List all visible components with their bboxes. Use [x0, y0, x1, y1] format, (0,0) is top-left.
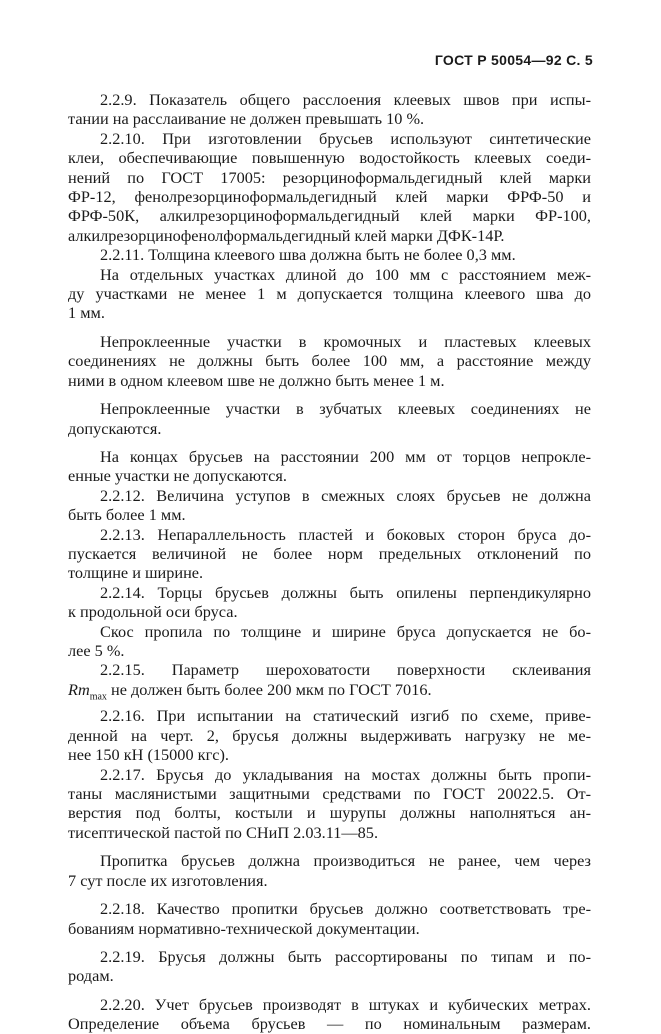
text-line — [68, 745, 591, 764]
text-line — [68, 660, 591, 679]
text-line — [68, 447, 591, 466]
line-text: 2.2.15. Параметр шероховатости поверхности склеивания — [100, 660, 591, 680]
line-text: бованиям нормативно-технической документации. — [68, 918, 420, 938]
text-line — [68, 206, 591, 225]
text-line — [68, 765, 591, 784]
line-text: 2.2.11. Толщина клеевого шва должна быть не более 0,3 мм. — [100, 245, 516, 265]
line-text: нений по ГОСТ 17005: резорциноформальдегидный клей марки — [68, 167, 591, 187]
document-body — [68, 90, 591, 1034]
line-text: 7 сут после их изготовления. — [68, 870, 268, 890]
text-line — [68, 148, 591, 167]
line-text: лее 5 %. — [68, 640, 125, 660]
paragraph — [68, 706, 591, 764]
paragraph — [68, 90, 591, 129]
paragraph — [68, 399, 591, 438]
text-line — [68, 168, 591, 187]
text-line — [68, 265, 591, 284]
paragraph — [68, 486, 591, 525]
line-text: ФР-12, фенолрезорциноформальдегидный клей марки ФРФ-50 и — [68, 187, 591, 207]
line-text: допускаются. — [68, 418, 162, 438]
line-text: 2.2.9. Показатель общего расслоения клеевых швов при испы- — [100, 90, 591, 109]
paragraph — [68, 899, 591, 938]
text-line — [68, 563, 591, 582]
text-line — [68, 371, 591, 390]
line-text: денной на черт. 2, брусья должны выдерживать нагрузку не ме- — [68, 725, 591, 745]
line-text: 2.2.17. Брусья до укладывания на мостах должны быть пропи- — [100, 764, 591, 784]
line-text: Пропитка брусьев должна производиться не ранее, чем через — [100, 851, 591, 871]
line-text: клеи, обеспечивающие повышенную водостойкость клеевых соеди- — [68, 148, 591, 168]
page-header: ГОСТ Р 50054—92 С. 5 — [434, 52, 593, 68]
line-text: к продольной оси бруса. — [68, 602, 238, 622]
paragraph — [68, 332, 591, 390]
text-line — [68, 1014, 591, 1033]
line-text: Непроклеенные участки в кромочных и пластевых клеевых — [100, 331, 591, 351]
text-line — [68, 129, 591, 148]
text-line — [68, 784, 591, 803]
line-text: енные участки не допускаются. — [68, 466, 287, 486]
line-text: пускается величиной не более норм предельных отклонений по — [68, 543, 591, 563]
line-text: родам. — [68, 966, 114, 986]
line-text: соединениях не должны быть более 100 мм, а расстояние между — [68, 351, 591, 371]
line-text: тании на расслаивание не должен превышать 10 %. — [68, 109, 425, 129]
text-line — [68, 284, 591, 303]
line-text: 2.2.19. Брусья должны быть рассортированы по типам и по- — [100, 946, 591, 966]
line-text: верстия под болты, костыли и шурупы должны наполняться ан- — [68, 803, 591, 823]
subscript: max — [89, 691, 107, 703]
paragraph — [68, 525, 591, 583]
text-line — [68, 505, 591, 524]
line-text: На отдельных участках длиной до 100 мм с расстоянием меж- — [100, 264, 591, 284]
paragraph — [68, 851, 591, 890]
line-text: быть более 1 мм. — [68, 505, 186, 525]
text-line — [68, 706, 591, 725]
text-line — [68, 803, 591, 822]
paragraph — [68, 245, 591, 264]
text-line — [68, 966, 591, 985]
paragraph — [68, 447, 591, 486]
text-line — [68, 486, 591, 505]
line-text: толщине и ширине. — [68, 563, 204, 583]
text-line — [68, 995, 591, 1014]
text-line — [68, 544, 591, 563]
line-text: Непроклеенные участки в зубчатых клеевых соединениях не — [100, 399, 591, 419]
line-text: 2.2.13. Непараллельность пластей и боковых сторон бруса до- — [100, 524, 591, 544]
text-line — [68, 622, 591, 641]
paragraph — [68, 622, 591, 661]
line-text: ФРФ-50К, алкилрезорциноформальдегидный клей марки ФР-100, — [68, 206, 591, 226]
line-text: Определение объема брусьев — по номинальным размерам. — [68, 1014, 591, 1034]
text-line — [68, 680, 591, 707]
line-text: 2.2.14. Торцы брусьев должны быть опилены перпендикулярно — [100, 582, 591, 602]
paragraph — [68, 947, 591, 986]
text-line — [68, 641, 591, 660]
line-text: ду участками не менее 1 м допускается толщина клеевого шва до — [68, 284, 591, 304]
text-line — [68, 109, 591, 128]
line-text: Скос пропила по толщине и ширине бруса допускается не бо- — [100, 621, 591, 641]
line-text: тисептической пастой по СНиП 2.03.11—85. — [68, 822, 379, 842]
text-line — [68, 919, 591, 938]
text-line — [68, 187, 591, 206]
text-line — [68, 871, 591, 890]
text-line — [68, 303, 591, 322]
text-line — [68, 602, 591, 621]
text-line — [68, 245, 591, 264]
text-line — [68, 583, 591, 602]
text-line — [68, 351, 591, 370]
line-text: нее 150 кН (15000 кгс). — [68, 745, 229, 765]
text-line — [68, 419, 591, 438]
paragraph — [68, 660, 591, 706]
line-text-rest: не должен быть более 200 мкм по ГОСТ 7016. — [106, 679, 432, 699]
paragraph — [68, 995, 591, 1034]
line-text: 2.2.16. При испытании на статический изгиб по схеме, приве- — [100, 706, 591, 726]
line-text: алкилрезорцинофенолформальдегидный клей марки ДФК-14Р. — [68, 225, 505, 245]
text-line — [68, 399, 591, 418]
line-text: ними в одном клеевом шве не должно быть менее 1 м. — [68, 370, 445, 390]
text-line — [68, 525, 591, 544]
text-line — [68, 332, 591, 351]
text-line — [68, 90, 591, 109]
line-text: 2.2.20. Учет брусьев производят в штуках и кубических метрах. — [100, 994, 591, 1014]
line-text: Rm — [68, 679, 90, 699]
text-line — [68, 899, 591, 918]
text-line — [68, 726, 591, 745]
paragraph — [68, 583, 591, 622]
text-line — [68, 823, 591, 842]
line-text: 1 мм. — [68, 303, 105, 323]
paragraph — [68, 129, 591, 245]
line-text: 2.2.10. При изготовлении брусьев используют синтетические — [100, 128, 591, 148]
line-text: 2.2.12. Величина уступов в смежных слоях брусьев не должна — [100, 485, 591, 505]
text-line — [68, 226, 591, 245]
paragraph — [68, 765, 591, 843]
line-text: 2.2.18. Качество пропитки брусьев должно соответствовать тре- — [100, 899, 591, 919]
text-line — [68, 466, 591, 485]
text-line — [68, 851, 591, 870]
line-text: таны маслянистыми защитными средствами по ГОСТ 20022.5. От- — [68, 784, 591, 804]
text-line — [68, 947, 591, 966]
line-text: На концах брусьев на расстоянии 200 мм от торцов непрокле- — [100, 446, 591, 466]
paragraph — [68, 265, 591, 323]
